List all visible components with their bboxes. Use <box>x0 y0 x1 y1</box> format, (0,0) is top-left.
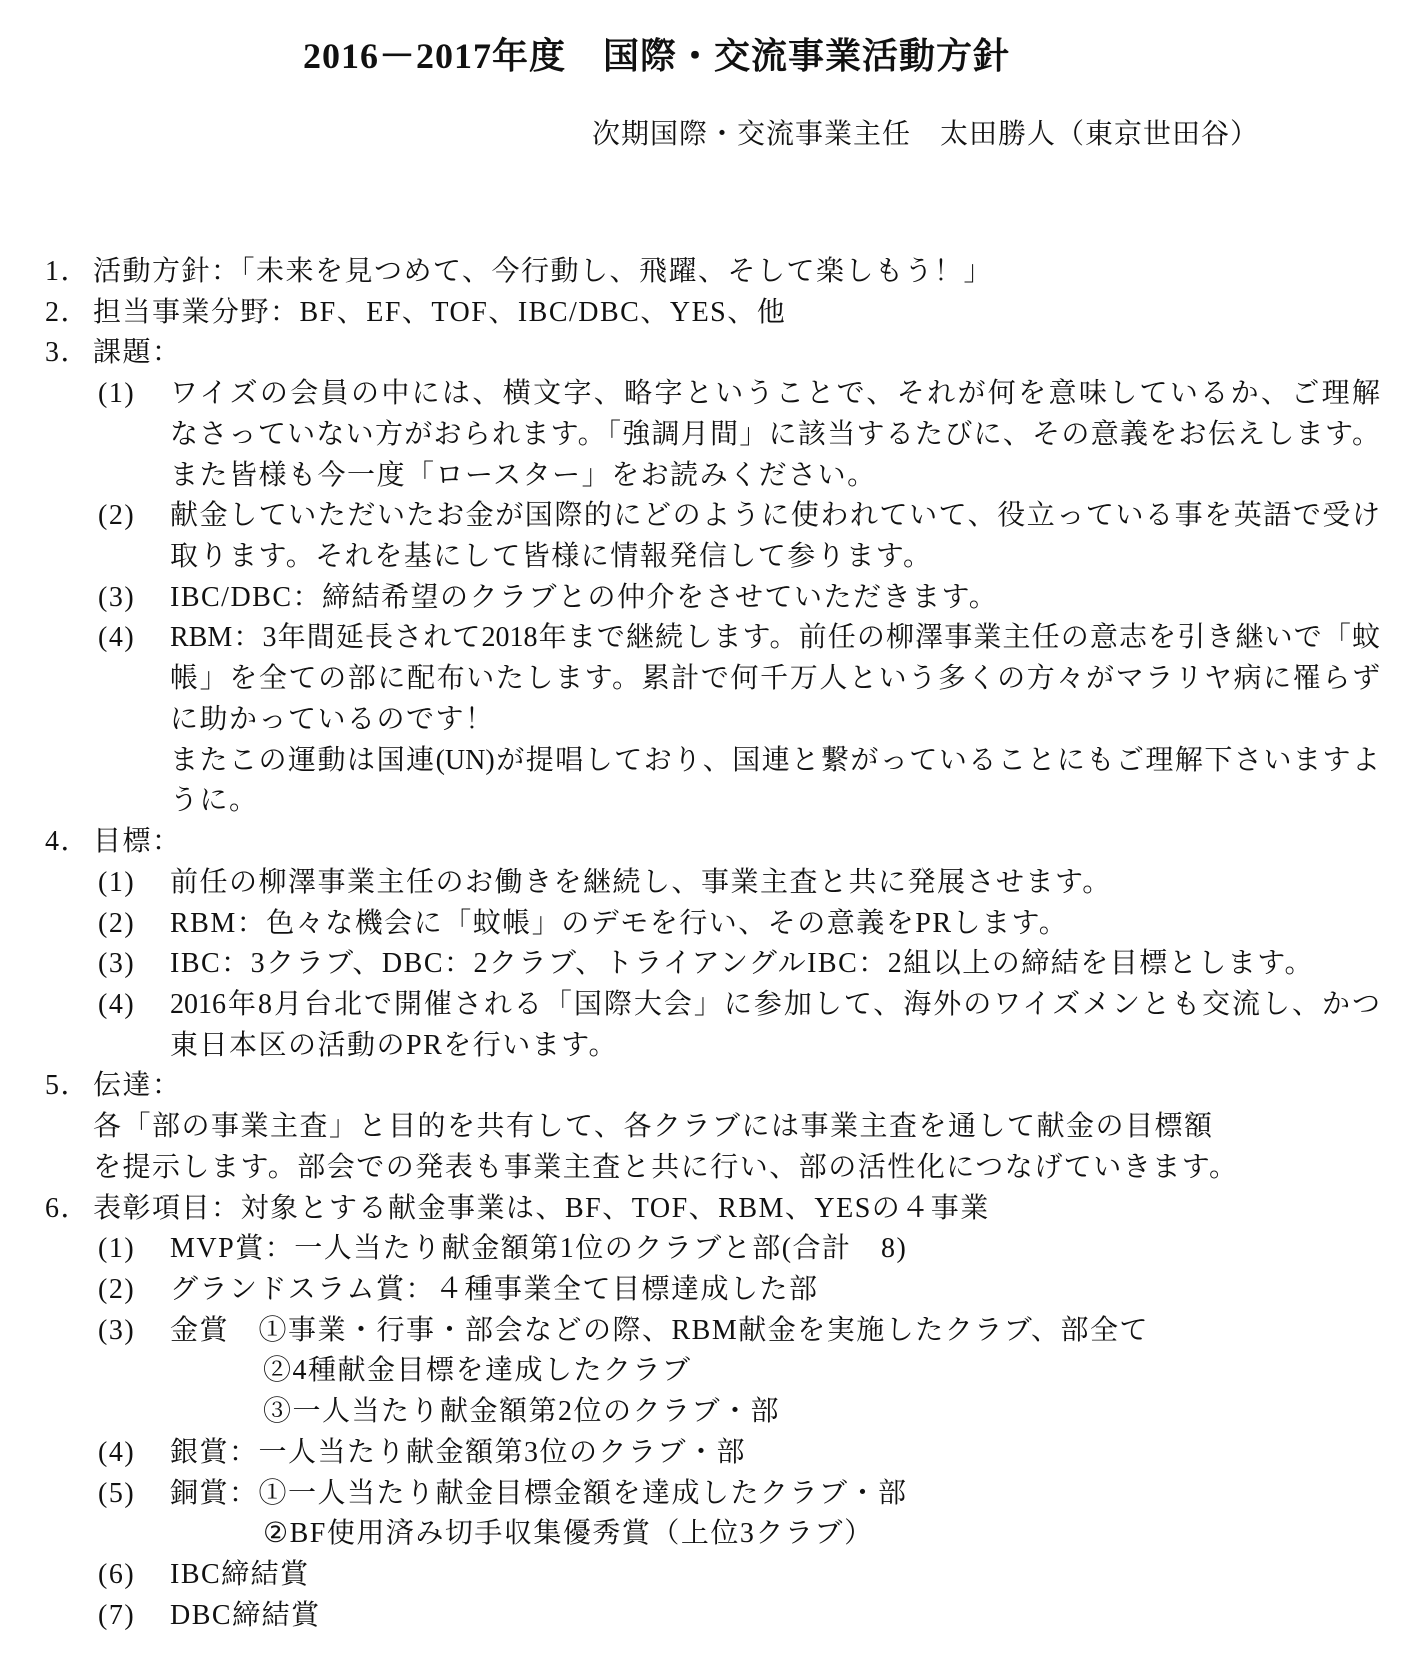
text-line <box>0 333 1425 374</box>
line-text: MVP賞：一人当たり献金額第1位のクラブと部(合計 8) <box>170 1233 908 1265</box>
line-text: 課題： <box>93 337 182 369</box>
line-text: 表彰項目：対象とする献金事業は、BF、TOF、RBM、YESの４事業 <box>93 1192 990 1224</box>
text-line <box>0 1392 1425 1433</box>
text-line <box>0 252 1425 293</box>
text-line <box>0 618 1425 659</box>
text-line <box>0 456 1425 497</box>
line-marker: (4) <box>98 988 136 1020</box>
line-text: なさっていない方がおられます。「強調月間」に該当するたびに、その意義をお伝えします。 <box>170 418 1380 450</box>
line-text: 献金していただいたお金が国際的にどのように使われていて、役立っている事を英語で受け <box>170 500 1380 532</box>
line-marker: (2) <box>98 907 136 939</box>
line-marker: (6) <box>98 1559 136 1590</box>
document-title: 2016－2017年度 国際・交流事業活動方針 <box>303 36 1011 76</box>
text-line <box>0 293 1425 334</box>
line-text: 活動方針：「未来を見つめて、今行動し、飛躍、そして楽しもう！」 <box>93 256 993 287</box>
text-line <box>0 1107 1425 1148</box>
line-marker: (3) <box>98 1314 136 1346</box>
line-text: ワイズの会員の中には、横文字、略字ということで、それが何を意味しているか、ご理解 <box>170 378 1380 410</box>
text-line <box>0 1189 1425 1230</box>
line-text: また皆様も今一度「ロースター」をお読みください。 <box>170 459 877 491</box>
text-line <box>0 415 1425 456</box>
line-text: に助かっているのです！ <box>170 703 495 735</box>
text-line <box>0 1148 1425 1189</box>
text-line <box>0 985 1425 1026</box>
document-subtitle: 次期国際・交流事業主任 太田勝人（東京世田谷） <box>592 119 1260 150</box>
line-text: を提示します。部会での発表も事業主査と共に行い、部の活性化につなげていきます。 <box>93 1151 1239 1183</box>
text-line <box>0 1596 1425 1637</box>
text-line <box>0 1514 1425 1555</box>
line-text: ②BF使用済み切手収集優秀賞（上位3クラブ） <box>263 1518 874 1550</box>
line-text: グランドスラム賞：４種事業全て目標達成した部 <box>170 1273 819 1305</box>
text-line <box>0 863 1425 904</box>
text-line <box>0 496 1425 537</box>
line-text: 帳」を全ての部に配布いたします。累計で何千万人という多くの方々がマラリヤ病に罹らず <box>170 663 1380 695</box>
line-marker: (4) <box>98 1436 136 1468</box>
line-text: ②4種献金目標を達成したクラブ <box>263 1355 692 1387</box>
text-line <box>0 374 1425 415</box>
text-line <box>0 1066 1425 1107</box>
line-text: RBM：色々な機会に「蚊帳」のデモを行い、その意義をPRします。 <box>170 907 1069 939</box>
line-marker: (2) <box>98 1273 136 1305</box>
text-line <box>0 1433 1425 1474</box>
text-line <box>0 822 1425 863</box>
line-marker: (1) <box>98 1233 136 1265</box>
line-marker: (1) <box>98 866 136 898</box>
line-marker: 4． <box>45 826 91 858</box>
line-marker: 6． <box>45 1192 91 1224</box>
line-text: DBC締結賞 <box>170 1599 321 1631</box>
line-text: IBC/DBC：締結希望のクラブとの仲介をさせていただきます。 <box>170 581 999 613</box>
line-text: 東日本区の活動のPRを行います。 <box>170 1029 619 1061</box>
line-marker: 2． <box>45 296 91 328</box>
line-text: IBC締結賞 <box>170 1559 310 1590</box>
line-marker: 1． <box>45 256 91 287</box>
line-text: 2016年8月台北で開催される「国際大会」に参加して、海外のワイズメンとも交流し、かつ <box>170 988 1380 1020</box>
text-line <box>0 944 1425 985</box>
line-text: 取ります。それを基にして皆様に情報発信して参ります。 <box>170 541 933 573</box>
document-body <box>0 252 1425 1636</box>
text-line <box>0 537 1425 578</box>
text-line <box>0 1026 1425 1067</box>
text-line <box>0 659 1425 700</box>
line-text: 銀賞：一人当たり献金額第3位のクラブ・部 <box>170 1436 747 1468</box>
line-text: 担当事業分野：BF、EF、TOF、IBC/DBC、YES、他 <box>93 296 787 328</box>
line-text: またこの運動は国連(UN)が提唱しており、国連と繋がっていることにもご理解下さいますよ <box>170 744 1380 776</box>
text-line <box>0 1229 1425 1270</box>
line-text: RBM：3年間延長されて2018年まで継続します。前任の柳澤事業主任の意志を引き継いで「蚊 <box>170 622 1380 654</box>
line-text: 各「部の事業主査」と目的を共有して、各クラブには事業主査を通して献金の目標額 <box>93 1111 1214 1143</box>
line-marker: (2) <box>98 500 136 532</box>
line-text: 伝達： <box>93 1070 182 1102</box>
text-line <box>0 578 1425 619</box>
text-line <box>0 1270 1425 1311</box>
line-marker: (3) <box>98 948 136 980</box>
line-marker: (7) <box>98 1599 136 1631</box>
text-line <box>0 700 1425 741</box>
line-text: ③一人当たり献金額第2位のクラブ・部 <box>263 1396 781 1428</box>
text-line <box>0 1474 1425 1515</box>
text-line <box>0 1351 1425 1392</box>
line-text: 前任の柳澤事業主任のお働きを継続し、事業主査と共に発展させます。 <box>170 866 1112 898</box>
line-marker: 3． <box>45 337 91 369</box>
line-marker: (1) <box>98 378 136 410</box>
text-line <box>0 781 1425 822</box>
line-text: IBC：3クラブ、DBC：2クラブ、トライアングルIBC：2組以上の締結を目標とします。 <box>170 948 1315 980</box>
line-marker: (3) <box>98 581 136 613</box>
line-marker: 5． <box>45 1070 91 1102</box>
line-marker: (4) <box>98 622 136 654</box>
line-marker: (5) <box>98 1477 136 1509</box>
line-text: 金賞 ①事業・行事・部会などの際、RBM献金を実施したクラブ、部全て <box>170 1314 1150 1346</box>
text-line <box>0 1311 1425 1352</box>
line-text: 銅賞：①一人当たり献金目標金額を達成したクラブ・部 <box>170 1477 908 1509</box>
text-line <box>0 1555 1425 1596</box>
line-text: 目標： <box>93 826 182 858</box>
text-line <box>0 904 1425 945</box>
text-line <box>0 741 1425 782</box>
line-text: うに。 <box>170 785 259 817</box>
